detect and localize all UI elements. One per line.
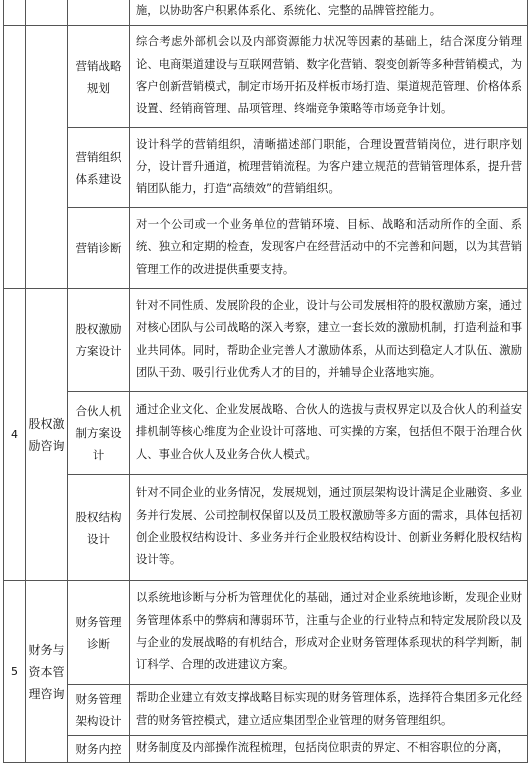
category-cell bbox=[26, 0, 68, 26]
table-row bbox=[4, 208, 528, 289]
table-row bbox=[4, 289, 528, 392]
table-row bbox=[4, 581, 528, 685]
table-row bbox=[4, 392, 528, 475]
desc-cell: 以系统地诊断与分析为管理优化的基础，通过对企业系统地诊断，发现企业财务管理体系中的弊病和薄弱环节，注重与企业的行业特点和特定发展阶段以及与企业的发展战略的有机结合，形成对企业财务管理体系现状的科学判断，制订科学、合理的改进建议方案。 bbox=[130, 581, 528, 685]
desc-cell: 设计科学的营销组织，清晰描述部门职能，合理设置营销岗位，进行职序划分，设计晋升通道，梳理营销流程。为客户建立规范的营销管理体系，提升营销团队能力，打造“高绩效”的营销组织。 bbox=[130, 128, 528, 208]
category-label: 股权激励咨询 bbox=[26, 289, 68, 581]
sub-cell: 财务管理架构设计 bbox=[68, 685, 130, 736]
desc-cell: 针对不同性质、发展阶段的企业，设计与公司发展相符的股权激励方案，通过对核心团队与公司战略的深入考察，建立一套长效的激励机制，打造利益和事业共同体。同时，帮助企业完善人才激励体系，从而达到稳定人才队伍、激励团队干劲、吸引行业优秀人才的目的，并辅导企业落地实施。 bbox=[130, 289, 528, 392]
table-row bbox=[4, 685, 528, 736]
num-cell bbox=[4, 26, 26, 289]
sub-cell: 股权结构设计 bbox=[68, 475, 130, 581]
group-number: 4 bbox=[4, 289, 26, 581]
desc-cell: 针对不同企业的业务情况，发展规划，通过顶层架构设计满足企业融资、多业务并行发展、公司控制权保留以及员工股权激励等多方面的需求，具体包括初创企业股权结构设计、多业务并行企业股权结构设计、创新业务孵化股权结构设计等。 bbox=[130, 475, 528, 581]
category-label: 财务与资本管理咨询 bbox=[26, 581, 68, 763]
desc-cell: 帮助企业建立有效支撑战略目标实现的财务管理体系，选择符合集团多元化经营的财务管控模式，建立适应集团型企业管理的财务管理组织。 bbox=[130, 685, 528, 736]
sub-cell: 营销诊断 bbox=[68, 208, 130, 289]
table-row bbox=[4, 0, 528, 26]
num-cell bbox=[4, 0, 26, 26]
desc-cell: 财务制度及内部操作流程梳理，包括岗位职责的界定、不相容职位的分离， bbox=[130, 736, 528, 763]
desc-cell: 通过企业文化、企业发展战略、合伙人的选拔与责权界定以及合伙人的利益安排机制等核心维度为企业设计可落地、可实操的方案，包括但不限于治理合伙人、事业合伙人及业务合伙人模式。 bbox=[130, 392, 528, 475]
category-cell bbox=[26, 26, 68, 289]
group-number: 5 bbox=[4, 581, 26, 763]
table-row bbox=[4, 475, 528, 581]
service-table bbox=[3, 0, 528, 763]
desc-cell: 施，以协助客户积累体系化、系统化、完整的品牌管控能力。 bbox=[130, 0, 528, 26]
table-row bbox=[4, 736, 528, 763]
sub-cell: 股权激励方案设计 bbox=[68, 289, 130, 392]
table-row bbox=[4, 128, 528, 208]
sub-cell: 财务管理诊断 bbox=[68, 581, 130, 685]
table-row bbox=[4, 26, 528, 128]
sub-cell: 财务内控 bbox=[68, 736, 130, 763]
sub-cell: 营销组织体系建设 bbox=[68, 128, 130, 208]
sub-cell bbox=[68, 0, 130, 26]
sub-cell: 营销战略规划 bbox=[68, 26, 130, 128]
sub-cell: 合伙人机制方案设计 bbox=[68, 392, 130, 475]
desc-cell: 对一个公司或一个业务单位的营销环境、目标、战略和活动所作的全面、系统、独立和定期的检查，发现客户在经营活动中的不完善和问题，以为其营销管理工作的改进提供重要支持。 bbox=[130, 208, 528, 289]
desc-cell: 综合考虑外部机会以及内部资源能力状况等因素的基础上，结合深度分销理论、电商渠道建设与互联网营销、数字化营销、裂变创新等多种营销模式，为客户创新营销模式，制定市场开拓及样板市场打造、渠道规范管理、价格体系设置、经销商管理、品项管理、终端竞争策略等市场竞争计划。 bbox=[130, 26, 528, 128]
